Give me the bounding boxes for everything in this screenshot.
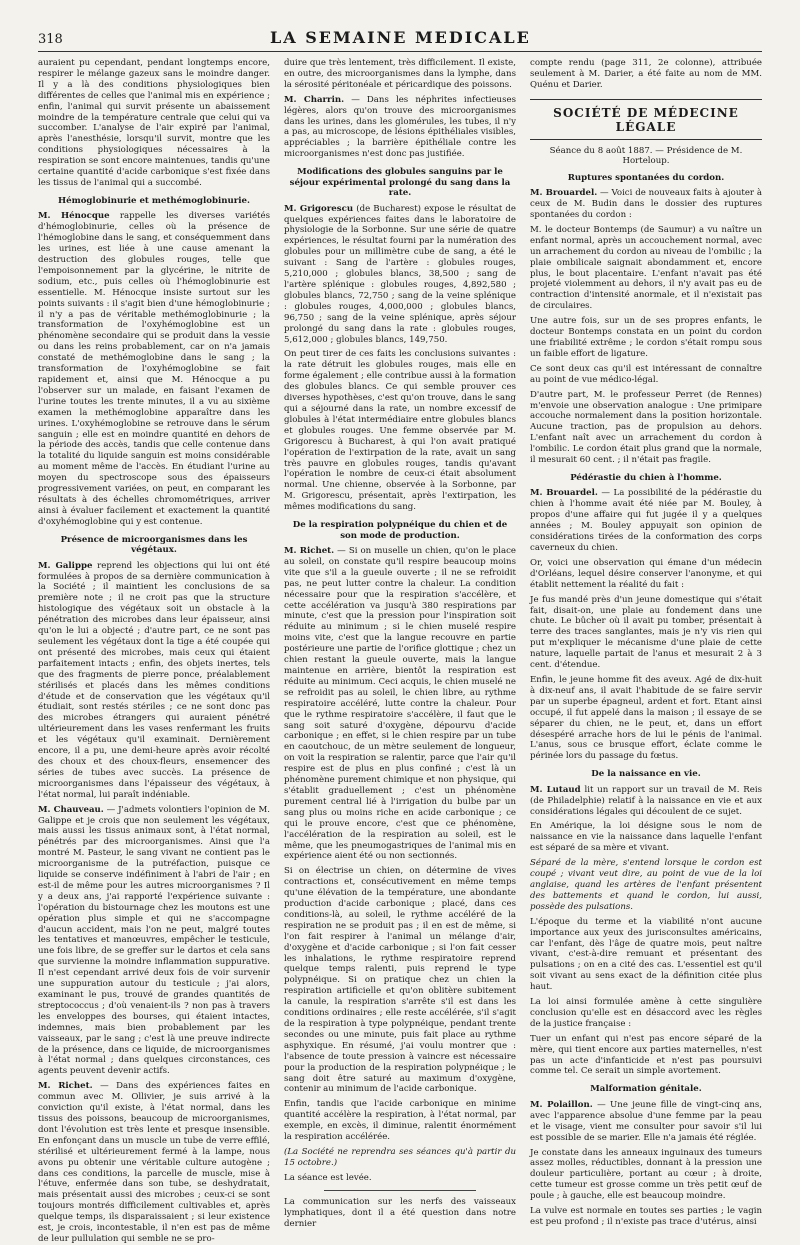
speaker-name: M. Charrin. bbox=[284, 94, 345, 105]
paragraph: En Amérique, la loi désigne sous le nom de naissance en vie la naissance dans laquelle l'enfant est séparé de sa mère et vivant. bbox=[530, 821, 762, 854]
column-1 bbox=[38, 58, 270, 1244]
society-title: SOCIÉTÉ DE MÉDECINE LÉGALE bbox=[553, 105, 739, 134]
session-closed: La séance est levée. bbox=[284, 1172, 372, 1183]
session-line: Séance du 8 août 1887. — Présidence de M. Horteloup. bbox=[549, 145, 743, 166]
paragraph: On peut tirer de ces faits les conclusions suivantes : la rate détruit les globules rouges, mais elle en forme également ; elle contribue aussi à la formation des globules blancs. Ce qui semble prouver ces diverses hypothèses, c'est qu'on trouve, dans le sang qui a séjourné dans la rate, un nombre excessif de globules à l'état intermédiaire entre globules blancs et globules rouges. Une femme observée par M. Grigorescu à Bucharest, à qui l'on avait pratiqué l'opération de l'extirpation de la rate, avait un sang très pauvre en globules rouges, tandis qu'avant l'opération le nombre de ceux-ci était absolument normal. Une chienne, observée à la Sorbonne, par M. Grigorescu, présentait, après l'extirpation, les mêmes modifications du sang. bbox=[284, 349, 516, 513]
section-heading: De la naissance en vie. bbox=[591, 769, 701, 780]
column-2 bbox=[284, 58, 516, 1229]
paragraph: Or, voici une observation qui émane d'un médecin d'Orléans, lequel désire conserver l'anonyme, et qui établit nettement la réalité du fait : bbox=[530, 557, 762, 590]
paragraph-text: — Une jeune fille de vingt-cinq ans, avec l'apparence absolue d'une femme par la peau et le visage, vient me consulter pour savoir s'il lui est possible de se marier. Elle n'a jamais été réglée. bbox=[530, 1099, 762, 1143]
paragraph bbox=[284, 204, 516, 346]
paragraph: D'autre part, M. le professeur Perret (de Rennes) m'envoie une observation analogue : Une primipare accouche normalement dans la position horizontale. Aucune traction, pas de propulsion au dehors. L'enfant naît avec un arrachement du cordon à l'ombilic. Le cordon était plus grand que la normale, il mesurait 60 cent. ; il n'était pas fragile. bbox=[530, 389, 762, 466]
paragraph-text: rappelle les diverses variétés d'hémoglobinurie, celles où la présence de l'hémoglobine dans le sang, et conséquemment dans les urines, est liée à une cause amenant la destruction des globules rouges, telle que l'empoisonnement par la glycérine, le nitrite de sodium, etc., puis celles où l'hémoglobinurie est essentielle. M. Hénocque insiste surtout sur les points suivants : il s'agit bien d'une hémoglobinurie ; il n'y a pas de véritable methémoglobinurie ; la transformation de l'oxyhémoglobine est un phénomène secondaire qui se produit dans la vessie ou dans les reins probablement, car on n'a jamais constaté de methémoglobine dans le sang ; la transformation de l'oxyhémoglobine se fait rapidement et, ainsi que M. Hénocque a pu l'observer sur un malade, en faisant l'examen de l'urine toutes les trente minutes, il a vu au sixième examen la methémoglobine apparaître dans les urines. L'oxyhémoglobine se retrouve dans le sérum sanguin ; elle est en moindre quantité en dehors de la période des accès, tandis que celle contenue dans la totalité du liquide sanguin est moins considérable au moment même de l'accès. En étudiant l'urine au moyen du spectroscope sous des épaisseurs progressivement variées, on peut, en comparant les résultats à des échelles chromométriques, arriver ainsi à évaluer facilement et exactement la quantité d'oxyhémoglobine qui y est contenue. bbox=[38, 211, 270, 527]
section-heading: De la respiration polypnéique du chien et de son mode de production. bbox=[292, 520, 508, 541]
paragraph: Une autre fois, sur un de ses propres enfants, le docteur Bontemps constata en un point du cordon une friabilité extrême ; le cordon s'était rompu sous un faible effort de ligature. bbox=[530, 316, 762, 359]
paragraph-text: — J'admets volontiers l'opinion de M. Galippe et je crois que non seulement les végétaux, mais aussi les tissus animaux sont, à l'état normal, pénétrés par des microorganismes. Ainsi que l'a montré M. Pasteur, le sang vivant ne contient pas le microorganisme de la putréfaction, puisque ce liquide se conserve indéfiniment à l'abri de l'air ; en est-il de même pour les autres microorganismes ? Il y a deux ans, j'ai rapporté l'expérience suivante : l'opération du bistournage chez les moutons est une opération plus simple et qui ne s'accompagne d'aucun accident, mais l'on ne peut, malgré toutes les tentatives et manœuvres, empêcher le testicule, une fois libre, de se greffer sur le dartos et cela sans que survienne la moindre inflammation suppurative. Il n'est cependant arrivé deux fois de voir survenir une suppuration autour du testicule ; j'ai alors, examinant le pus, trouvé de grandes quantités de streptococcus ; d'où venaient-ils ? non pas à travers les enveloppes des bourses, qui étaient intactes, indemnes, mais bien probablement par les vaisseaux, par le sang ; c'est là une preuve indirecte de la présence, dans ce liquide, de microorganismes à l'état normal ; dans quelques circonstances, ces agents peuvent devenir actifs. bbox=[38, 804, 270, 1077]
paragraph-text: reprend les objections qui lui ont été formulées à propos de sa dernière communication à la Société ; il maintient les conclusions de sa première note ; il ne croit pas que la structure histologique des végétaux soit un obstacle à la pénétration des microbes dans leur épaisseur, ainsi qu'on le lui a objecté ; d'autre part, ce ne sont pas seulement les végétaux dont la tige a été coupée qui ont présenté des microbes, mais ceux qui étaient parfaitement intacts ; enfin, des objets inertes, tels que des fragments de pierre ponce, préalablement stérilisés et placés dans les mêmes conditions d'étude et de conservation que les végétaux qu'il étudiait, sont restés stériles ; ce ne sont donc pas des microbes étrangers qui auraient pénétré ultérieurement dans les vases renfermant les fruits et les végétaux qu'il examinait. Dernièrement encore, il a pu, une demi-heure après avoir récolté des choux et des choux-fleurs, ensemencer des séries de tubes avec succès. La présence de microorganismes dans l'épaisseur des végétaux, à l'état normal, lui paraît indéniable. bbox=[38, 560, 270, 800]
paragraph bbox=[38, 1081, 270, 1245]
paragraph: Je fus mandé près d'un jeune domestique qui s'était fait, disait-on, une plaie au fondement dans une chute. Le bûcher où il avait pu tomber, présentait à terre des traces sanglantes, mais je n'y vis rien qui put m'expliquer le mécanisme d'une plaie de cette nature, laquelle partait de l'anus et mesurait 2 à 3 cent. d'étendue. bbox=[530, 594, 762, 671]
paragraph: La communication sur les nerfs des vaisseaux lymphatiques, dont il a été question dans notre dernier bbox=[284, 1196, 516, 1229]
paragraph bbox=[38, 561, 270, 801]
paragraph-text: — Si on muselle un chien, qu'on le place au soleil, on constate qu'il respire beaucoup moins vite que s'il a la gueule ouverte ; il ne se refroidit pas, ne peut lutter contre la chaleur. La condition nécessaire pour que la respiration s'accélère, et cette accélération va jusqu'à 380 respirations par minute, c'est que la pression pour l'inspiration soit réduite au minimum ; si le chien muselé respire moins vite, c'est que la langue recouvre en partie postérieure une partie de l'orifice glottique ; chez un chien restant la gueule ouverte, mais la langue maintenue en arrière, bientôt la respiration est réduite au minimum. Ceci acquis, le chien muselé ne se refroidit pas au soleil, le chien libre, au rythme respiratoire accéléré, lutte contre la chaleur. Pour que le rythme respiratoire s'accélère, il faut que le sang soit saturé d'oxygène, dépourvu d'acide carbonique ; en effet, si le chien respire par un tube en caoutchouc, de un mètre seulement de longueur, on voit la respiration se ralentir, parce que l'air qu'il respire est de plus en plus confiné ; c'est là un phénomène purement chimique et non physique, qui s'établit graduellement ; c'est un phénomène purement central lié à l'irrigation du bulbe par un sang plus ou moins riche en acide carbonique ; ce qui le prouve encore, c'est que ce phénomène, l'accélération de la respiration au soleil, est le même, que les pneumogastriques de l'animal mis en expérience aient été ou non sectionnés. bbox=[284, 546, 516, 862]
paragraph bbox=[38, 211, 270, 527]
section-heading: Présence de microorganismes dans les végétaux. bbox=[60, 534, 248, 556]
society-banner bbox=[530, 99, 762, 140]
speaker-name: M. Richet. bbox=[38, 1081, 93, 1092]
paragraph: Enfin, le jeune homme fit des aveux. Agé de dix-huit à dix-neuf ans, il avait l'habitude de se faire servir par un superbe épagneul, ardent et fort. Etant ainsi occupé, il fut appelé dans la maison ; il essaye de se séparer du chien, ne le peut, et, dans un effort désespéré arrache hors de lui le pénis de l'animal. L'anus, sous ce brusque effort, éclate comme le périnée lors du passage du fœtus. bbox=[530, 674, 762, 762]
paragraph bbox=[38, 805, 270, 1078]
section-heading: Hémoglobinurie et methémoglobinurie. bbox=[58, 195, 250, 206]
paragraph-text: (de Bucharest) expose le résultat de quelques expériences faites dans le laboratoire de physiologie de la Sorbonne. Sur une série de quatre expériences, le résultat fourni par la numération des globules pour un millimètre cube de sang, a été le suivant : Sang de l'artère : globules rouges, 5,210,000 ; globules blancs, 38,500 ; sang de l'artère splénique : globules rouges, 4,892,580 ; globules blancs, 72,750 ; sang de la veine splénique : globules rouges, 4,000,000 ; globules blancs, 96,750 ; sang de la veine splénique, après séjour prolongé du sang dans la rate : globules rouges, 5,612,000 ; globules blancs, 149,750. bbox=[284, 203, 516, 345]
section-heading: Ruptures spontanées du cordon. bbox=[567, 172, 725, 183]
paragraph: M. le docteur Bontemps (de Saumur) a vu naître un enfant normal, après un accouchement normal, avec un arrachement du cordon au niveau de l'ombilic ; la plaie ombilicale saignait abondamment et, encore plus, le bout placentaire. L'enfant n'avait pas été projeté violemment au dehors, il n'y avait pas eu de contraction d'intensité anormale, et il n'existait pas de circulaires. bbox=[530, 224, 762, 312]
paragraph: L'époque du terme et la viabilité n'ont aucune importance aux yeux des jurisconsultes américains, car l'enfant, dès l'âge de quatre mois, peut naître vivant, c'est-à-dire remuant et présentant des pulsations ; on en a cité des cas. L'essentiel est qu'il soit vivant au sens exact de la définition citée plus haut. bbox=[530, 916, 762, 993]
paragraph bbox=[530, 488, 762, 553]
paragraph: compte rendu (page 311, 2e colonne), attribuée seulement à M. Darier, a été faite au nom de MM. Quénu et Darier. bbox=[530, 58, 762, 90]
page-number: 318 bbox=[38, 32, 63, 47]
paragraph: Si on électrise un chien, on détermine de vives contractions et, consécutivement en même temps qu'une élévation de la température, une abondante production d'acide carbonique ; placé, dans ces conditions-là, au soleil, le rythme accéléré de la respiration ne se produit pas ; il en est de même, si l'on fait respirer à l'animal un mélange d'air, d'oxygène et d'acide carbonique ; si l'on fait cesser les inhalations, le rythme respiratoire reprend quelque temps ralenti, puis reprend le type polypnéique. Si on pratique chez un chien la respiration artificielle et qu'on oblitère subitement la canule, la respiration s'arrête s'il est dans les conditions ordinaires ; elle reste accélérée, s'il s'agit de la respiration à type polypnéique, pendant trente secondes ou une minute, puis fait place au rythme asphyxique. En résumé, j'ai voulu montrer que : l'absence de toute pression à vaincre est nécessaire pour la production de la respiration polypnéique ; le sang doit être saturé au maximum d'oxygène, contenir au minimum de l'acide carbonique. bbox=[284, 866, 516, 1095]
paragraph-text: — La possibilité de la pédérastie du chien à l'homme avait été niée par M. Bouley, à propos d'une affaire qui fut jugée il y a quelques années ; M. Bouley appuyait son opinion de considérations tirées de la conformation des corps caverneux du chien. bbox=[530, 488, 762, 553]
paragraph: auraient pu cependant, pendant longtemps encore, respirer le mélange gazeux sans le moindre danger. Il y a là des conditions physiologiques bien différentes de celles que l'animal mis en expérience ; enfin, l'animal qui survit présente un abaissement moindre de la température centrale que celui qui va succomber. L'analyse de l'air expiré par l'animal, après l'anesthésie, lorsqu'il survit, montre que les conditions physiologiques nécessaires à la respiration se sont encore maintenues, tandis qu'une certaine quantité d'acide carbonique s'est fixée dans les tissus de l'animal qui a succombé. bbox=[38, 58, 270, 188]
paragraph: Tuer un enfant qui n'est pas encore séparé de la mère, qui tient encore aux parties maternelles, n'est pas un acte d'infanticide et n'est pas poursuivi comme tel. Ce serait un simple avortement. bbox=[530, 1033, 762, 1077]
paragraph: La vulve est normale en toutes ses parties ; le vagin est peu profond ; il n'existe pas trace d'utérus, ainsi bbox=[530, 1206, 762, 1227]
paragraph bbox=[284, 546, 516, 862]
section-heading: Malformation génitale. bbox=[590, 1084, 702, 1095]
adjournment-note: (La Société ne reprendra ses séances qu'à partir du 15 octobre.) bbox=[284, 1146, 516, 1168]
speaker-name: M. Chauveau. bbox=[38, 804, 104, 815]
speaker-name: M. Lutaud bbox=[530, 784, 581, 795]
section-heading: Pédérastie du chien à l'homme. bbox=[570, 472, 722, 483]
text-columns bbox=[38, 58, 762, 1244]
speaker-name: M. Brouardel. bbox=[530, 188, 598, 199]
speaker-name: M. Grigorescu bbox=[284, 203, 354, 214]
speaker-name: M. Brouardel. bbox=[530, 488, 598, 499]
speaker-name: M. Galippe bbox=[38, 560, 93, 571]
paragraph bbox=[284, 95, 516, 160]
journal-title: LA SEMAINE MEDICALE bbox=[269, 28, 531, 47]
page-header bbox=[38, 28, 762, 52]
speaker-name: M. Polaillon. bbox=[530, 1099, 593, 1110]
paragraph: Séparé de la mère, s'entend lorsque le cordon est coupé ; vivant veut dire, au point de vue de la loi anglaise, quand les artères de l'enfant présentent des battements et quand le cordon, lui aussi, possède des pulsations. bbox=[530, 858, 762, 912]
speaker-name: M. Hénocque bbox=[38, 211, 110, 222]
paragraph-text: lit un rapport sur un travail de M. Reis (de Philadelphie) relatif à la naissance en vie et aux considérations légales qui découlent de ce sujet. bbox=[530, 784, 762, 817]
paragraph: La loi ainsi formulée amène à cette singulière conclusion qu'elle est en désaccord avec les règles de la justice française : bbox=[530, 997, 762, 1029]
paragraph-text: — Dans les néphrites infectieuses légères, alors qu'on trouve des microorganismes dans les urines, dans les glomérules, les tubes, il n'y a pas, au microscope, de lésions épithéliales visibles, appréciables ; la barrière épithéliale contre les microorganismes n'est donc pas justifiée. bbox=[284, 94, 516, 160]
paragraph: duire que très lentement, très difficilement. Il existe, en outre, des microorganismes dans la lymphe, dans la sérosité péritonéale et péricardique des poissons. bbox=[284, 58, 516, 90]
paragraph-text: — Voici de nouveaux faits à ajouter à ceux de M. Budin dans le dossier des ruptures spontanées du cordon : bbox=[530, 188, 762, 221]
speaker-name: M. Richet. bbox=[284, 546, 335, 557]
paragraph-text: — Dans des expériences faites en commun avec M. Ollivier, je suis arrivé à la conviction qu'il existe, à l'état normal, dans les tissus des poissons, beaucoup de microorganismes, dont l'évolution est très lente et presque insensible. En enfonçant dans un muscle un tube de verre effilé, stérilisé et ultérieurement fermé à la lampe, nous avons pu obtenir une véritable culture autogène ; dans ces conditions, la parcelle de muscle, mise à l'étuve, enfermée dans son tube, se deshydratait, mais présentait aussi des microbes ; ceux-ci se sont toujours montrés difficilement cultivables et, après quelque temps, ils disparaissaient ; si leur existence est, je crois, incontestable, il n'en est pas de même de leur pullulation qui semble ne se pro- bbox=[38, 1081, 270, 1244]
divider bbox=[324, 1190, 476, 1191]
paragraph bbox=[530, 188, 762, 221]
column-3 bbox=[530, 58, 762, 1227]
section-heading: Modifications des globules sanguins par le séjour expérimental prolongé du sang dans la rate. bbox=[289, 167, 511, 199]
paragraph bbox=[530, 1100, 762, 1144]
paragraph: Je constate dans les anneaux inguinaux des tumeurs assez molles, réductibles, donnant à la pression une douleur particulière, portant au cœur ; à droite, cette tumeur est grosse comme un très petit œuf de poule ; à gauche, elle est beaucoup moindre. bbox=[530, 1147, 762, 1202]
paragraph: Enfin, tandis que l'acide carbonique en minime quantité accélère la respiration, à l'état normal, par exemple, en excès, il diminue, ralentit énormément la respiration accélérée. bbox=[284, 1099, 516, 1143]
paragraph bbox=[530, 785, 762, 818]
paragraph: Ce sont deux cas qu'il est intéressant de connaître au point de vue médico-légal. bbox=[530, 363, 762, 385]
